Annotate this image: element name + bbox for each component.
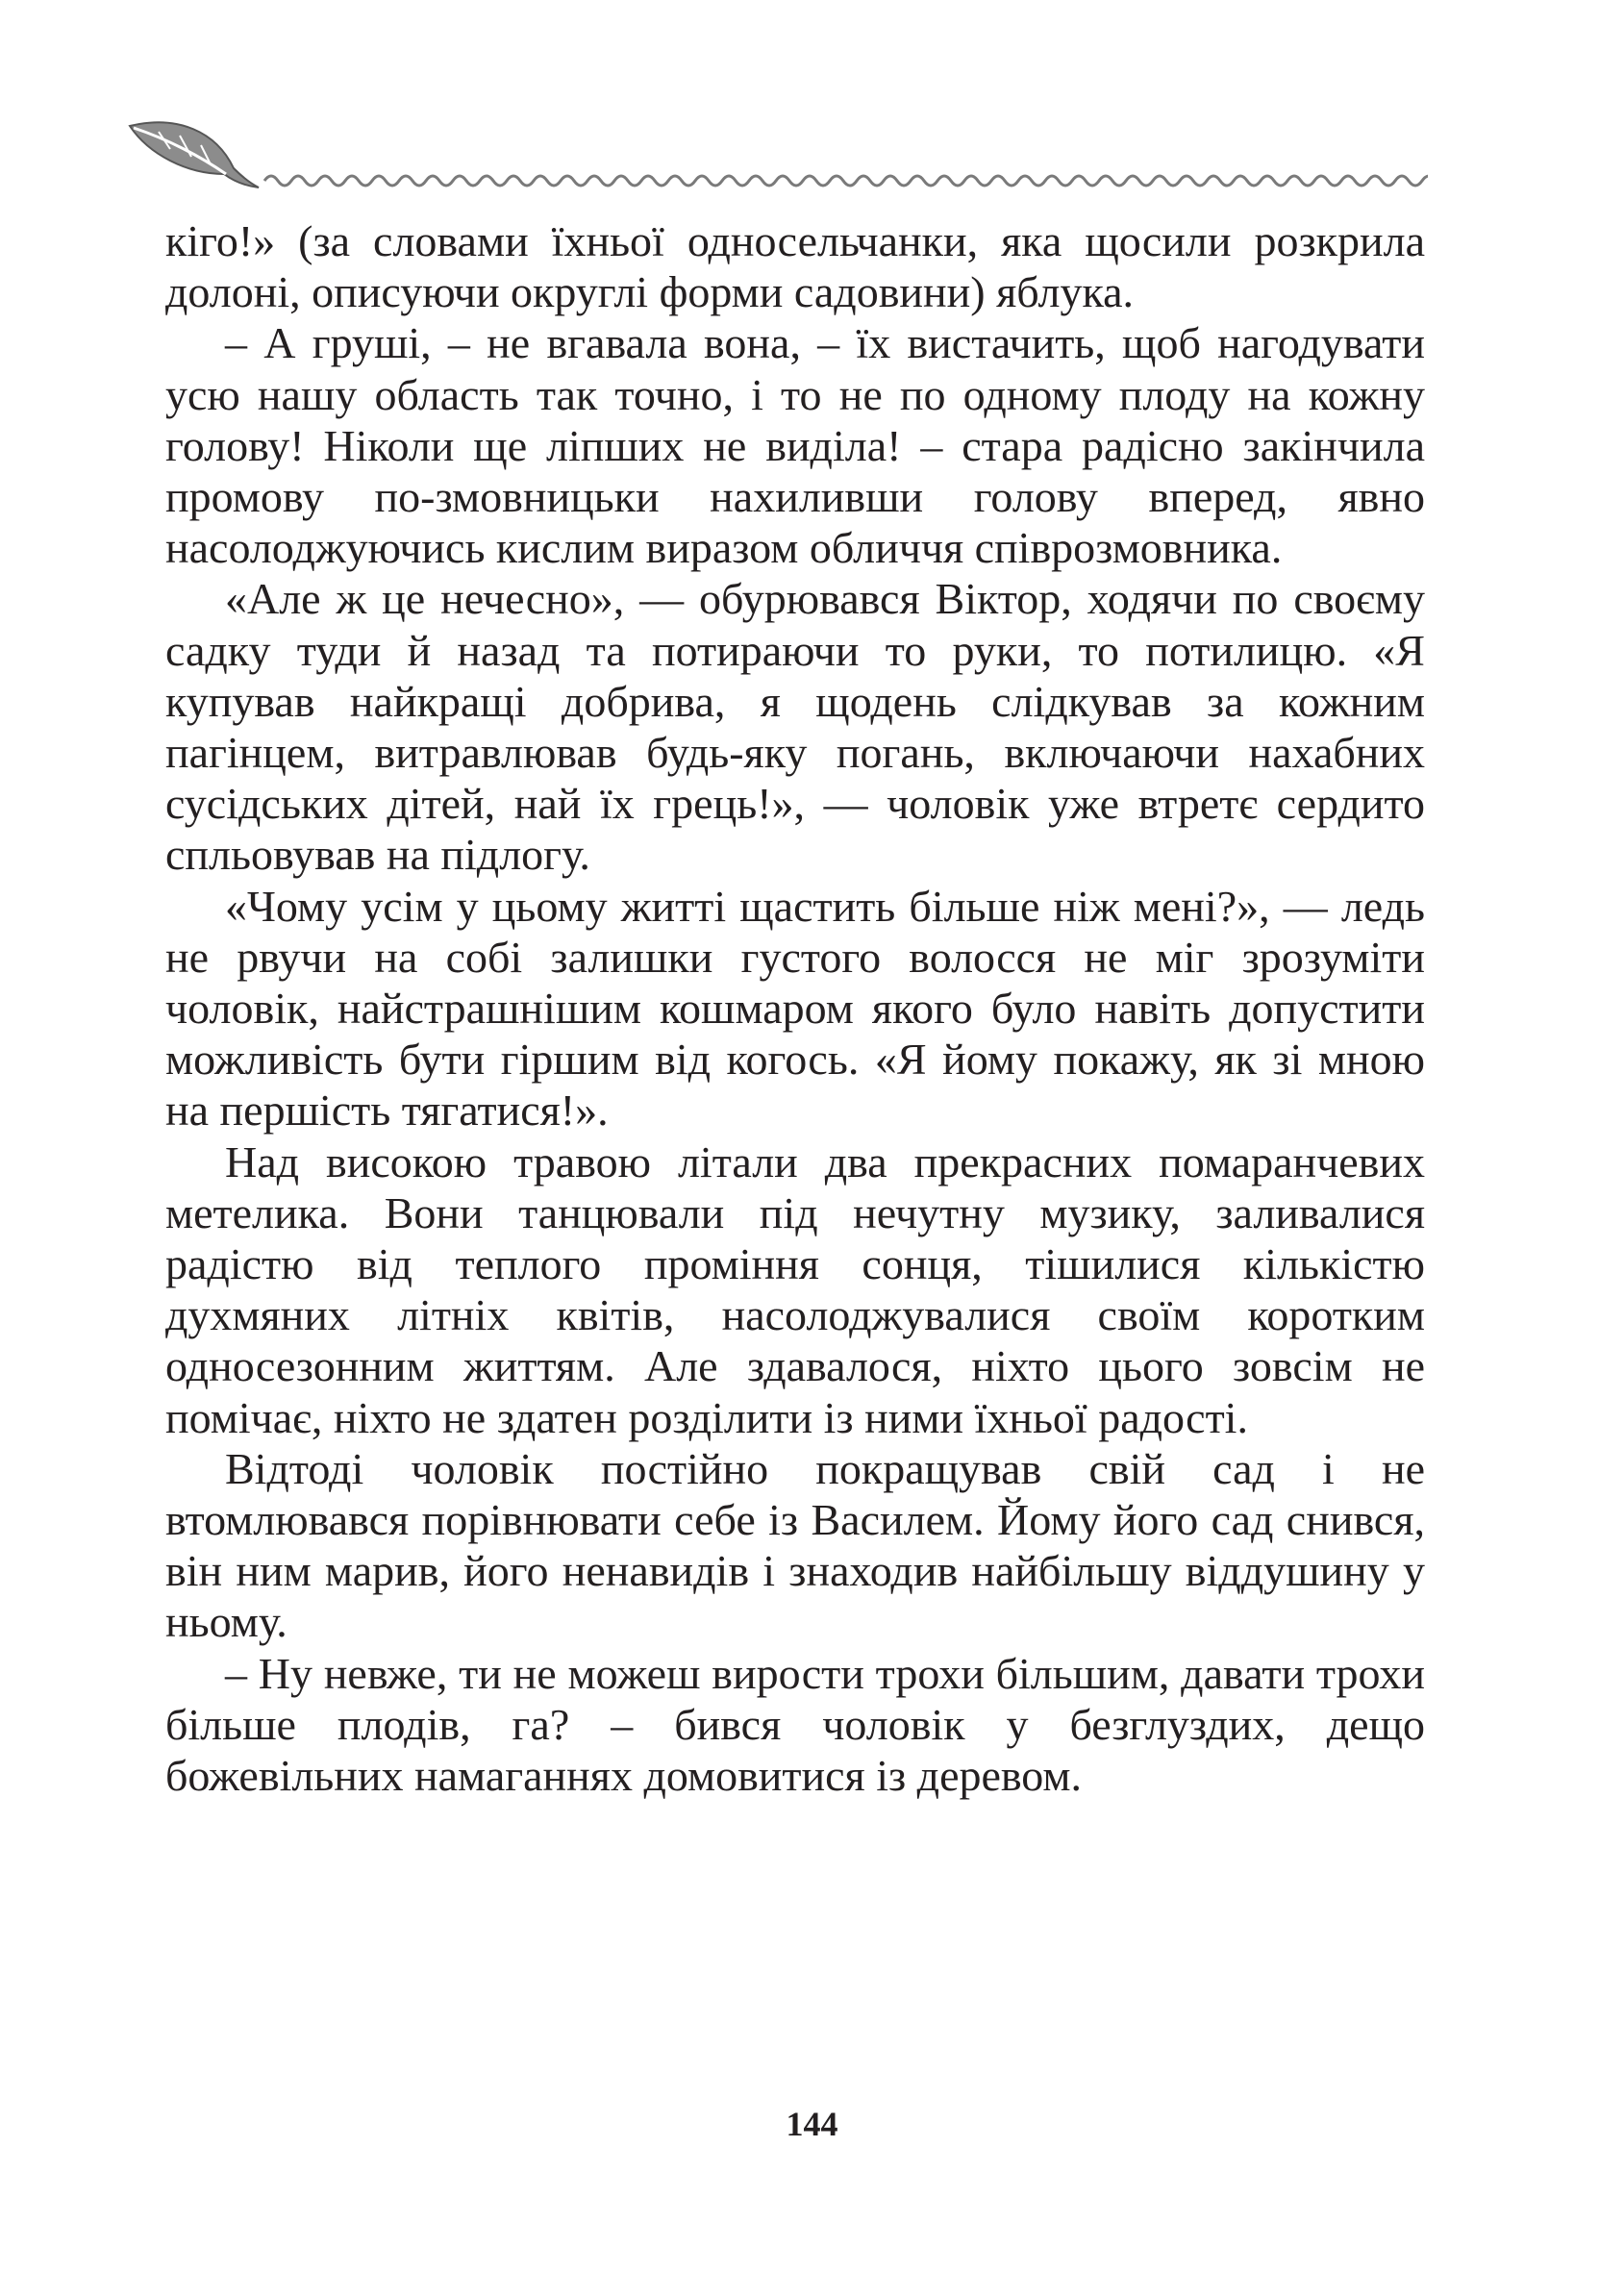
page-number: 144 (786, 2105, 838, 2143)
paragraph: – А груші, – не вгавала вона, – їх вистачить, щоб нагодувати усю нашу область так точно, і то не по одному плоду на кожну голову! Ніколи ще ліпших не виділа! – стара радісно закінчила промову по-змовницьки нахиливши голову вперед, явно насолоджуючись кислим виразом обличчя співрозмовника. (165, 318, 1425, 573)
header-ornament (120, 111, 1428, 197)
paragraph: «Але ж це нечесно», — обурювався Віктор, ходячи по своєму садку туди й назад та потираючи то руки, то потилицю. «Я купував найкращі добрива, я щодень слідкував за кожним пагінцем, витравлював будь-яку погань, включаючи нахабних сусідських дітей, най їх грець!», — чоловік уже втретє сердито спльовував на підлогу. (165, 574, 1425, 880)
wavy-line (264, 176, 1428, 186)
paragraph: «Чому усім у цьому житті щастить більше ніж мені?», — ледь не рвучи на собі залишки густого волосся не міг зрозуміти чоловік, найстрашнішим кошмаром якого було навіть допустити можливість бути гіршим від когось. «Я йому покажу, як зі мною на першість тягатися!». (165, 881, 1425, 1136)
paragraph: кіго!» (за словами їхньої односельчанки, яка щосили розкрила долоні, описуючи округлі форми садовини) яблука. (165, 216, 1425, 317)
leaf-quill-icon (130, 122, 259, 187)
paragraph: – Ну невже, ти не можеш вирости трохи більшим, давати трохи більше плодів, га? – бився чоловік у безглуздих, дещо божевільних намаганнях домовитися із деревом. (165, 1648, 1425, 1801)
paragraph: Над високою травою літали два прекрасних помаранчевих метелика. Вони танцювали під нечутну музику, заливалися радістю від теплого проміння сонця, тішилися кількістю духмяних літніх квітів, насолоджувалися своїм коротким односезонним життям. Але здавалося, ніхто цього зовсім не помічає, ніхто не здатен розділити із ними їхньої радості. (165, 1136, 1425, 1442)
text-body (165, 215, 1425, 1801)
paragraph: Відтоді чоловік постійно покращував свій сад і не втомлювався порівнювати себе із Василем. Йому його сад снився, він ним марив, його ненавидів і знаходив найбільшу віддушину у ньому. (165, 1443, 1425, 1647)
